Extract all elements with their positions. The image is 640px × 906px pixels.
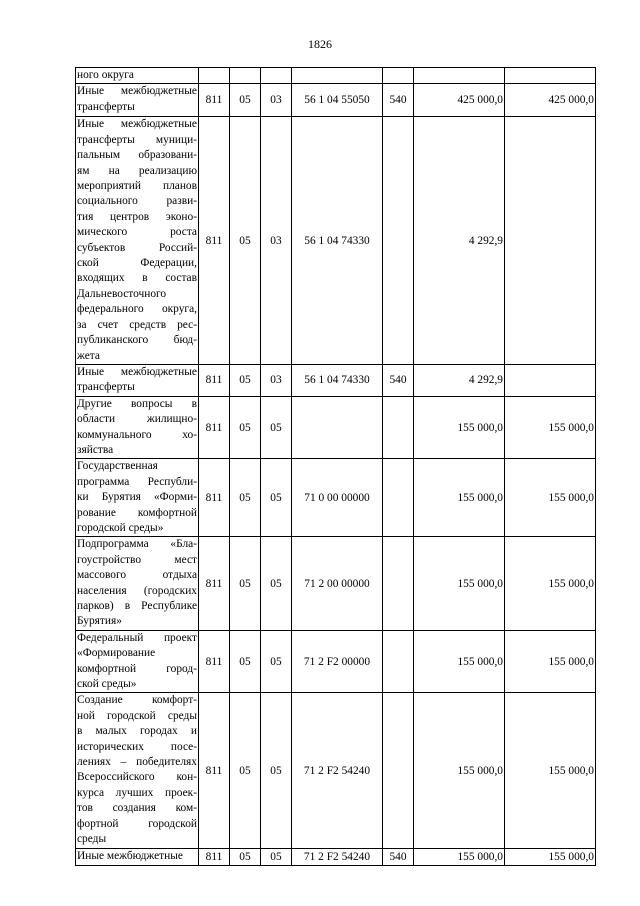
table-row	[76, 396, 596, 459]
cell-name-line: рование комфортной	[77, 506, 197, 519]
cell-name	[76, 459, 199, 537]
budget-table	[75, 67, 596, 866]
cell-gr: 811	[199, 364, 230, 396]
cell-rz	[230, 68, 261, 84]
table-row	[76, 849, 596, 865]
cell-sum-2: 155 000,0	[505, 459, 596, 537]
cell-name-line: за счет средств рес-	[77, 318, 197, 331]
cell-name-line: тов создания ком-	[77, 802, 197, 815]
cell-sum-1: 155 000,0	[414, 537, 505, 630]
cell-sum-1	[414, 68, 505, 84]
cell-name	[76, 68, 199, 84]
cell-sum-1: 4 292,9	[414, 364, 505, 396]
cell-vr	[383, 68, 414, 84]
cell-gr: 811	[199, 117, 230, 365]
cell-name-line: Другие вопросы в	[77, 397, 197, 410]
cell-name-line: парков) в Республике	[77, 600, 197, 612]
cell-name-line: комфортной город-	[77, 662, 197, 675]
cell-name-line: Иные межбюджетные	[77, 85, 197, 98]
cell-name-line: публиканского бюд-	[77, 334, 197, 347]
cell-sum-1: 155 000,0	[414, 849, 505, 865]
table-row	[76, 459, 596, 537]
cell-name-line: городской среды»	[77, 521, 164, 534]
cell-name-line: области жилищно-	[77, 413, 197, 426]
cell-gr: 811	[199, 84, 230, 117]
cell-vr: 540	[383, 364, 414, 396]
cell-rz: 05	[230, 537, 261, 630]
cell-vr	[383, 396, 414, 459]
cell-name-line: среды	[77, 833, 107, 846]
cell-sum-2: 155 000,0	[505, 693, 596, 849]
cell-sum-2	[505, 364, 596, 396]
cell-name-line: программа Республи-	[77, 475, 197, 488]
cell-sum-1: 155 000,0	[414, 693, 505, 849]
cell-gr: 811	[199, 849, 230, 865]
cell-name-line: гоустройство мест	[77, 553, 197, 566]
cell-name	[76, 849, 199, 865]
cell-pr: 05	[261, 630, 292, 693]
table-row	[76, 117, 596, 365]
cell-csr: 71 2 00 00000	[292, 537, 383, 630]
cell-rz: 05	[230, 630, 261, 693]
cell-pr: 05	[261, 693, 292, 849]
cell-name-line: фортной городской	[77, 817, 197, 830]
cell-name-line: Дальневосточного	[77, 287, 167, 300]
table-row	[76, 364, 596, 396]
page-number: 1826	[308, 37, 332, 51]
cell-rz: 05	[230, 117, 261, 365]
cell-name-line: в малых городах и	[77, 725, 197, 738]
cell-sum-2: 425 000,0	[505, 84, 596, 117]
cell-csr: 71 0 00 00000	[292, 459, 383, 537]
cell-name-line: тия центров эконо-	[77, 210, 197, 223]
cell-sum-2	[505, 68, 596, 84]
cell-rz: 05	[230, 84, 261, 117]
cell-name-line: курса лучших проек-	[77, 786, 197, 799]
cell-sum-2: 155 000,0	[505, 537, 596, 630]
cell-csr: 56 1 04 74330	[292, 117, 383, 365]
cell-name-line: ной городской среды	[77, 709, 197, 722]
cell-name	[76, 396, 199, 459]
cell-name	[76, 364, 199, 396]
cell-name-line: мероприятий планов	[77, 180, 197, 193]
cell-name-line: трансферты	[77, 100, 135, 113]
cell-name-line: социального разви-	[77, 195, 197, 208]
cell-name-line: Государственная	[77, 460, 158, 473]
cell-name-line: субъектов Россий-	[77, 241, 197, 254]
table-row	[76, 693, 596, 849]
cell-pr: 05	[261, 396, 292, 459]
cell-vr	[383, 630, 414, 693]
cell-sum-1: 425 000,0	[414, 84, 505, 117]
cell-pr: 05	[261, 537, 292, 630]
table-row	[76, 630, 596, 693]
cell-name-line: лениях – победителях	[77, 756, 197, 769]
cell-sum-2: 155 000,0	[505, 630, 596, 693]
cell-name-line: федерального округа,	[77, 303, 197, 316]
table-row	[76, 84, 596, 117]
cell-name-line: ки Бурятия «Форми-	[77, 491, 197, 504]
cell-name-line: коммунального хо-	[77, 428, 197, 441]
cell-pr: 05	[261, 459, 292, 537]
cell-name	[76, 693, 199, 849]
cell-name-line: Иные межбюджетные	[77, 365, 197, 378]
cell-name-line: ного округа	[77, 69, 134, 81]
cell-name-line: населения (городских	[77, 584, 197, 597]
cell-sum-2	[505, 117, 596, 365]
cell-rz: 05	[230, 396, 261, 459]
cell-name-line: Бурятия»	[77, 615, 122, 628]
cell-gr: 811	[199, 537, 230, 630]
table-body	[76, 68, 596, 866]
cell-name-line: исторических посе-	[77, 740, 197, 753]
cell-name-line: трансферты	[77, 381, 135, 394]
cell-vr: 540	[383, 84, 414, 117]
cell-rz: 05	[230, 849, 261, 865]
cell-sum-1: 4 292,9	[414, 117, 505, 365]
cell-vr	[383, 459, 414, 537]
cell-csr	[292, 396, 383, 459]
cell-name-line: входящих в состав	[77, 272, 197, 285]
cell-pr: 03	[261, 364, 292, 396]
cell-sum-1: 155 000,0	[414, 396, 505, 459]
cell-rz: 05	[230, 459, 261, 537]
cell-name-line: мического роста	[77, 226, 197, 239]
cell-name	[76, 537, 199, 630]
cell-csr: 56 1 04 55050	[292, 84, 383, 117]
cell-pr: 03	[261, 84, 292, 117]
cell-pr: 05	[261, 849, 292, 865]
cell-sum-1: 155 000,0	[414, 459, 505, 537]
cell-name-line: ской среды»	[77, 678, 137, 691]
table-row	[76, 68, 596, 84]
cell-gr: 811	[199, 693, 230, 849]
cell-name	[76, 84, 199, 117]
cell-sum-2: 155 000,0	[505, 396, 596, 459]
cell-vr: 540	[383, 849, 414, 865]
cell-name-line: Иные межбюджетные	[77, 118, 197, 131]
cell-gr: 811	[199, 396, 230, 459]
cell-gr: 811	[199, 630, 230, 693]
cell-vr	[383, 537, 414, 630]
cell-name-line: ям на реализацию	[77, 164, 197, 177]
cell-name-line: зяйства	[77, 443, 114, 456]
table-row	[76, 537, 596, 630]
cell-csr: 71 2 F2 00000	[292, 630, 383, 693]
cell-gr: 811	[199, 459, 230, 537]
cell-name-line: Всероссийского кон-	[77, 771, 197, 784]
cell-csr: 71 2 F2 54240	[292, 693, 383, 849]
cell-name-line: ской Федерации,	[77, 257, 197, 270]
cell-vr	[383, 117, 414, 365]
cell-name-line: пальным образовани-	[77, 149, 197, 162]
cell-rz: 05	[230, 364, 261, 396]
cell-name-line: Федеральный проект	[77, 631, 197, 644]
cell-pr	[261, 68, 292, 84]
cell-name-line: жета	[77, 349, 100, 362]
cell-name-line: Создание комфорт-	[77, 694, 197, 707]
cell-csr	[292, 68, 383, 84]
cell-name	[76, 117, 199, 365]
cell-name	[76, 630, 199, 693]
cell-csr: 56 1 04 74330	[292, 364, 383, 396]
cell-name-line: Подпрограмма «Бла-	[77, 538, 197, 551]
cell-vr	[383, 693, 414, 849]
cell-name-line: трансферты муници-	[77, 133, 197, 146]
cell-sum-2: 155 000,0	[505, 849, 596, 865]
cell-pr: 03	[261, 117, 292, 365]
cell-name-line: «Формирование	[77, 647, 156, 660]
cell-csr: 71 2 F2 54240	[292, 849, 383, 865]
cell-name-line: Иные межбюджетные	[77, 850, 183, 863]
cell-rz: 05	[230, 693, 261, 849]
cell-name-line: массового отдыха	[77, 569, 197, 582]
cell-sum-1: 155 000,0	[414, 630, 505, 693]
cell-gr	[199, 68, 230, 84]
